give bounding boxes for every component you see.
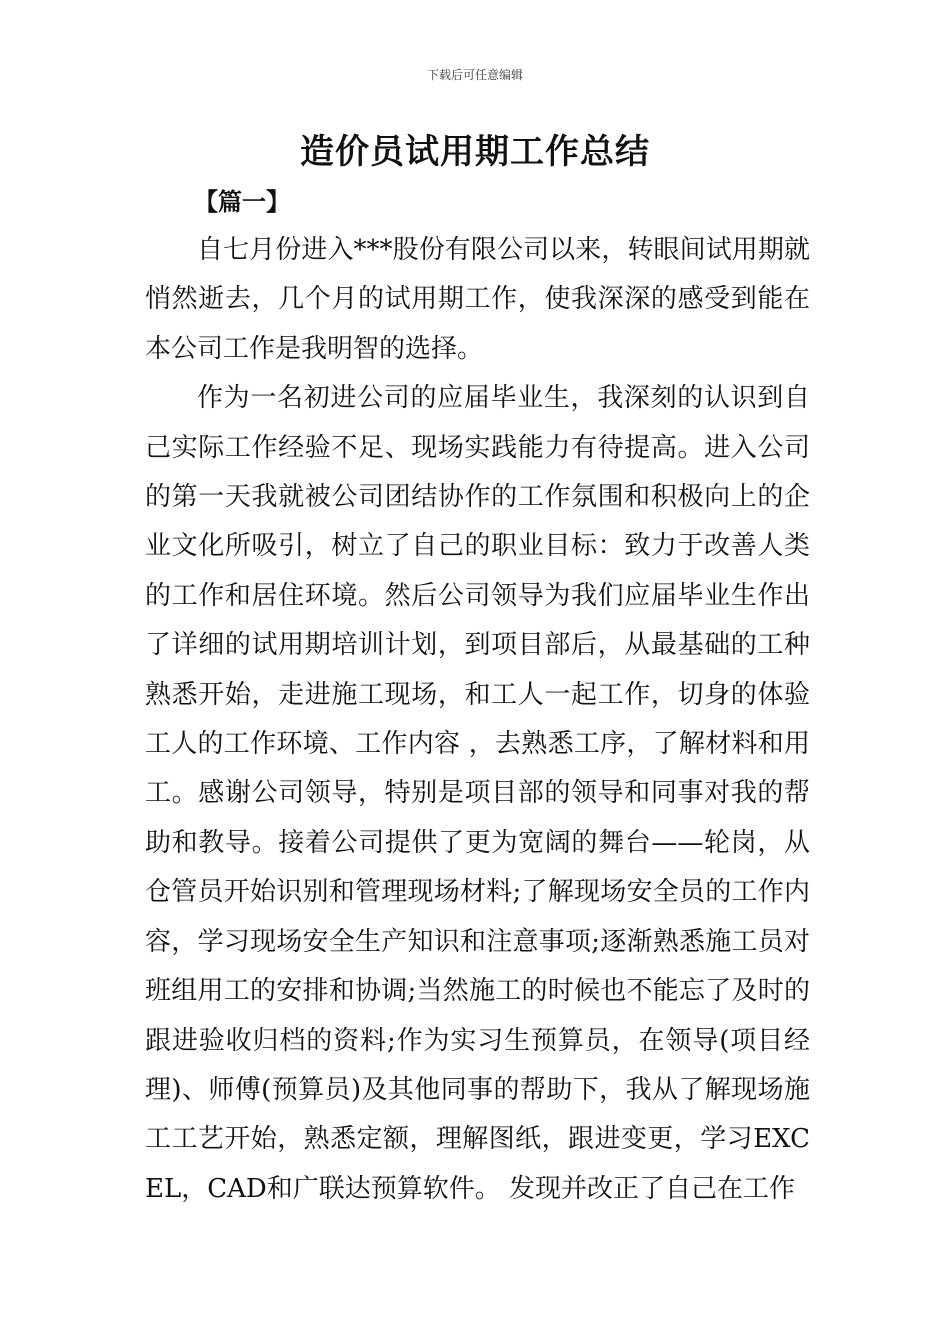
section-label: 【篇一】	[194, 188, 290, 216]
paragraph-1: 自七月份进入***股份有限公司以来，转眼间试用期就悄然逝去，几个月的试用期工作，使我深深的感受到能在本公司工作是我明智的选择。	[145, 235, 810, 364]
paragraph-2: 作为一名初进公司的应届毕业生，我深刻的认识到自己实际工作经验不足、现场实践能力有待提高。进入公司的第一天我就被公司团结协作的工作氛围和积极向上的企业文化所吸引，树立了自己的职业目标：致力于改善人类的工作和居住环境。然后公司领导为我们应届毕业生作出了详细的试用期培训计划，到项目部后，从最基础的工种熟悉开始，走进施工现场，和工人一起工作，切身的体验工人的工作环境、工作内容 ，去熟悉工序，了解材料和用工。感谢公司领导，特别是项目部的领导和同事对我的帮助和教导。接着公司提供了更为宽阔的舞台——轮岗，从仓管员开始识别和管理现场材料;了解现场安全员的工作内容，学习现场安全生产知识和注意事项;逐渐熟悉施工员对班组用工的安排和协调;当然施工的时候也不能忘了及时的跟进验收归档的资料;作为实习生预算员，在领导(项目经理)、师傅(预算员)及其他同事的帮助下，我从了解现场施工工艺开始，熟悉定额，理解图纸，跟进变更，学习EXCEL，CAD和广联达预算软件。 发现并改正了自己在工作	[145, 383, 810, 1204]
document-title: 造价员试用期工作总结	[300, 132, 650, 172]
document-body	[145, 226, 810, 1214]
header-note: 下载后可任意编辑	[426, 68, 523, 82]
